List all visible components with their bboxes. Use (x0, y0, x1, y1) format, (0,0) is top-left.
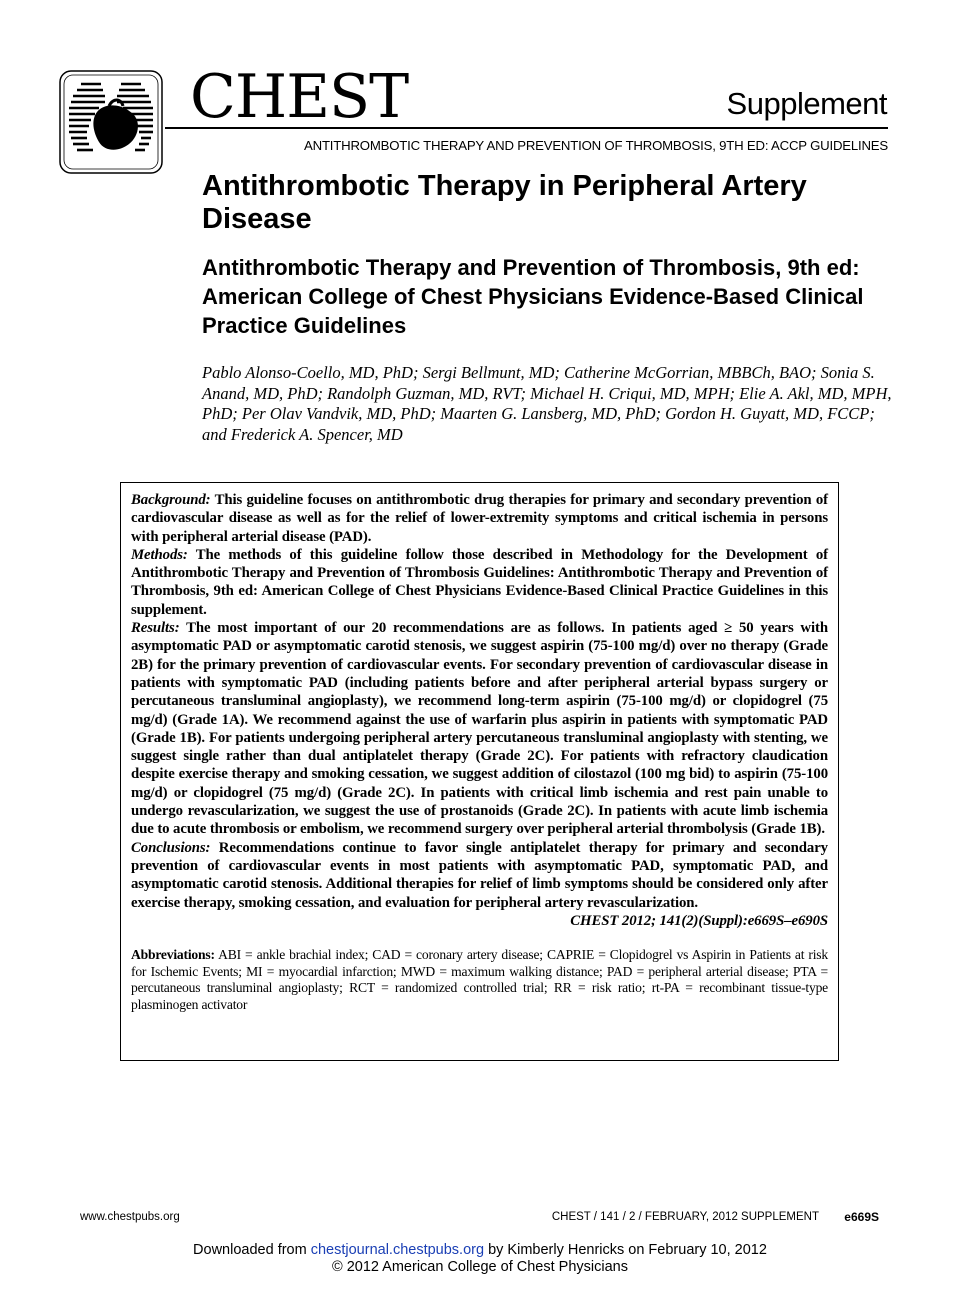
footer-journal-info: CHEST / 141 / 2 / FEBRUARY, 2012 SUPPLEMENT (551, 1211, 819, 1223)
supplement-label: Supplement (726, 86, 887, 121)
abbreviations-label: Abbreviations: (131, 947, 215, 963)
article-subtitle: Antithrombotic Therapy and Prevention of Thrombosis, 9th ed: American College of Chest Physicians Evidence-Based Clinical Practice Guidelines (202, 255, 864, 338)
chest-journal-logo-icon (59, 70, 163, 174)
abstract-box (120, 482, 839, 1061)
abstract-background (131, 491, 828, 546)
download-suffix: by Kimberly Henricks on February 10, 2012 (488, 1242, 767, 1258)
download-prefix: Downloaded from (193, 1242, 307, 1258)
background-text: This guideline focuses on antithrombotic drug therapies for primary and secondary prevention of cardiovascular disease as well as for the relief of lower-extremity symptoms and critical ischemia in persons with peripheral arterial disease (PAD). (131, 492, 828, 545)
header-rule (165, 127, 888, 129)
author-list: Pablo Alonso-Coello, MD, PhD; Sergi Bellmunt, MD; Catherine McGorrian, MBBCh, BAO; Sonia S. Anand, MD, PhD; Randolph Guzman, MD, RVT; Michael H. Criqui, MD, MPH; Elie A. Akl, MD, MPH, PhD; Per Olav Vandvik, MD, PhD; Maarten G. Lansberg, MD, PhD; Gordon H. Guyatt, MD, FCCP; and Frederick A. Spencer, MD (202, 363, 892, 444)
series-title: ANTITHROMBOTIC THERAPY AND PREVENTION OF THROMBOSIS, 9TH ED: ACCP GUIDELINES (304, 138, 888, 153)
methods-label: Methods: (131, 546, 188, 563)
methods-text: The methods of this guideline follow those described in Methodology for the Development of Antithrombotic Therapy and Prevention of Thrombosis Guidelines: Antithrombotic Therapy and Prevention of Thrombosis, 9th ed: American College of Chest Physicians Evidence-Based Clinical Practice Guidelines in this supplement. (131, 546, 828, 618)
conclusions-text: Recommendations continue to favor single antiplatelet therapy for primary and secondary prevention of cardiovascular events in most patients with asymptomatic PAD, symptomatic PAD, and asymptomatic carotid stenosis. Additional therapies for relief of limb symptoms should be considered only after exercise therapy, smoking cessation, and evaluation for peripheral artery revascularization. (131, 839, 828, 911)
page-number: e669S (844, 1210, 879, 1224)
footer-website[interactable]: www.chestpubs.org (80, 1211, 180, 1223)
copyright-notice: © 2012 American College of Chest Physicians (331, 1259, 628, 1275)
abbreviations (131, 947, 828, 1013)
abstract-conclusions (131, 839, 828, 929)
abbreviations-text: ABI = ankle brachial index; CAD = coronary artery disease; CAPRIE = Clopidogrel vs Aspirin in Patients at risk for Ischemic Events; MI = myocardial infarction; MWD = maximum walking distance; PAD = peripheral arterial disease; PTA = percutaneous transluminal angioplasty; RCT = randomized controlled trial; RR = risk ratio; rt-PA = recombinant tissue-type plasminogen activator (131, 947, 828, 1012)
background-label: Background: (131, 492, 211, 508)
article-title: Antithrombotic Therapy in Peripheral Artery Disease (202, 170, 807, 235)
download-line (0, 1242, 960, 1259)
abstract-methods (131, 546, 828, 619)
results-label: Results: (131, 620, 180, 637)
download-source-link[interactable]: chestjournal.chestpubs.org (310, 1242, 485, 1258)
journal-citation: CHEST 2012; 141(2)(Suppl):e669S–e690S (570, 912, 828, 929)
results-text: The most important of our 20 recommendations are as follows. In patients aged ≥ 50 years with asymptomatic PAD or asymptomatic carotid stenosis, we suggest aspirin (75-100 mg/d) over no therapy (Grade 2B) for the primary prevention of cardiovascular events. For secondary prevention of cardiovascular disease in patients with symptomatic PAD (including patients before and after peripheral arterial bypass surgery or percutaneous transluminal angioplasty), we recommend long-term aspirin (75-100 mg/d) or clopidogrel (75 mg/d) (Grade 1A). We recommend against the use of warfarin plus aspirin in patients with symptomatic PAD (Grade 1B). For patients undergoing peripheral artery percutaneous transluminal angioplasty with stenting, we suggest single rather than dual antiplatelet therapy (Grade 2C). For patients with refractory claudication despite exercise therapy and smoking cessation, we suggest addition of cilostazol (100 mg bid) to aspirin (75-100 mg/d) or clopidogrel (75 mg/d) (Grade 2C). In patients with critical limb ischemia and rest pain unable to undergo revascularization, we suggest the use of prostanoids (Grade 2C). In patients with acute limb ischemia due to acute thrombosis or embolism, we recommend surgery over peripheral arterial thrombolysis (Grade 1B). (131, 620, 828, 838)
abstract-results (131, 619, 828, 839)
conclusions-label: Conclusions: (131, 839, 211, 856)
download-notice (0, 1242, 960, 1276)
journal-name: CHEST (190, 62, 409, 132)
